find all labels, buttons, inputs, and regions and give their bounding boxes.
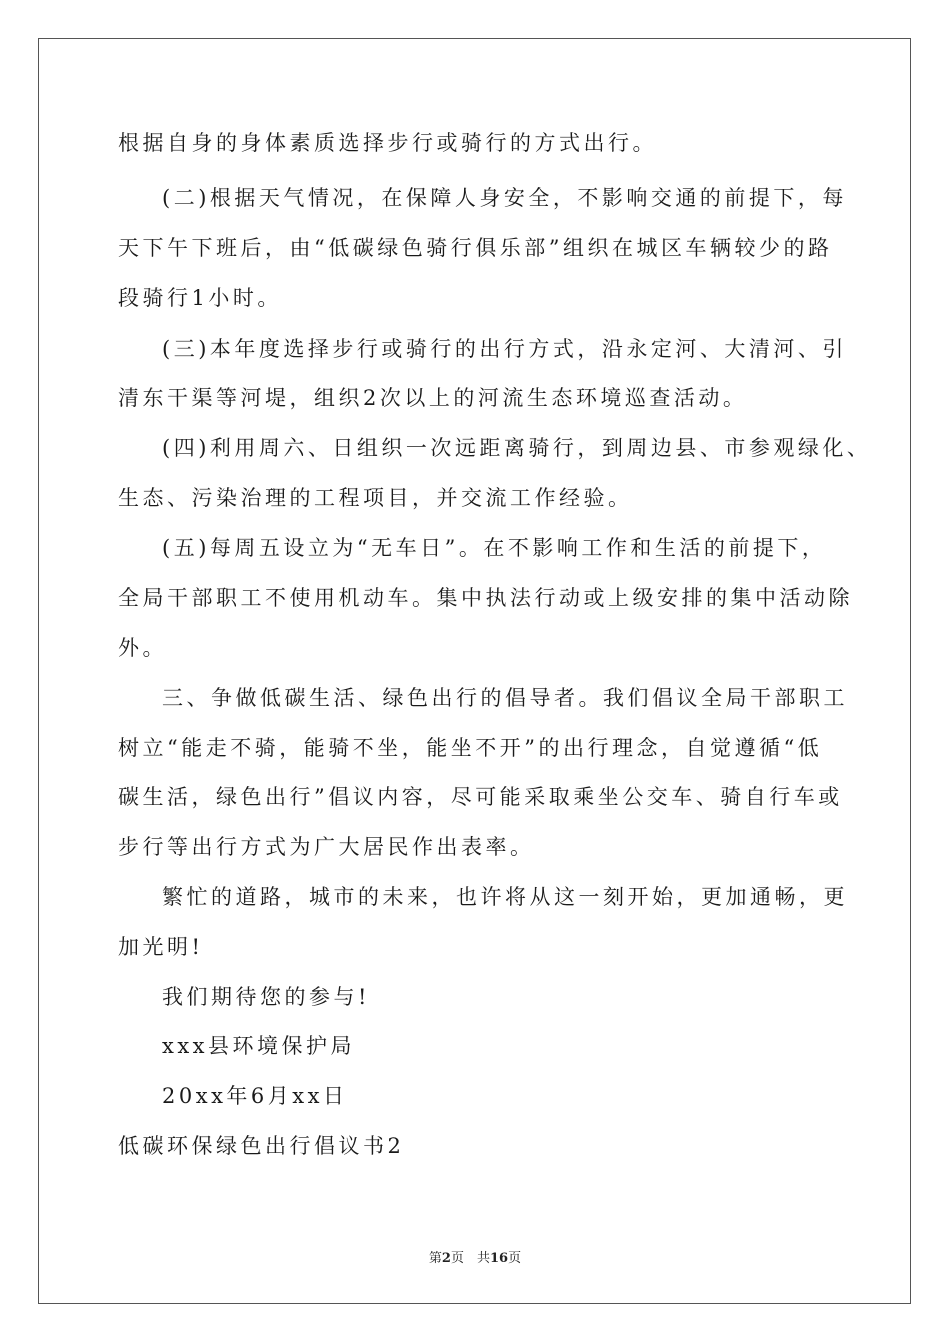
closing-line: 我们期待您的参与!	[162, 985, 370, 1009]
paragraph-line: 根据自身的身体素质选择步行或骑行的方式出行。	[118, 131, 657, 155]
signature-date: 20xx年6月xx日	[162, 1084, 348, 1108]
paragraph-line: 清东干渠等河堤，组织2次以上的河流生态环境巡查活动。	[118, 386, 748, 410]
page-label-mid: 页 共	[450, 1251, 490, 1266]
paragraph-line: 三、争做低碳生活、绿色出行的倡导者。我们倡议全局干部职工	[162, 686, 848, 710]
paragraph-line: 天下午下班后，由“低碳绿色骑行俱乐部”组织在城区车辆较少的路	[118, 236, 833, 260]
paragraph-line: (二)根据天气情况，在保障人身安全，不影响交通的前提下，每	[162, 186, 847, 210]
section-title: 低碳环保绿色出行倡议书2	[118, 1134, 405, 1158]
paragraph-line: (三)本年度选择步行或骑行的出行方式，沿永定河、大清河、引	[162, 337, 847, 361]
signature-organization: xxx县环境保护局	[162, 1034, 356, 1058]
page-current: 2	[441, 1251, 451, 1266]
paragraph-line: 步行等出行方式为广大居民作出表率。	[118, 835, 535, 859]
page-border	[38, 38, 911, 1304]
paragraph-line: 外。	[118, 636, 167, 660]
paragraph-line: 碳生活，绿色出行”倡议内容，尽可能采取乘坐公交车、骑自行车或	[118, 785, 843, 809]
page-label-suffix: 页	[508, 1251, 522, 1266]
paragraph-line: 繁忙的道路，城市的未来，也许将从这一刻开始，更加通畅，更	[162, 885, 848, 909]
paragraph-line: 段骑行1小时。	[118, 286, 282, 310]
paragraph-line: (四)利用周六、日组织一次远距离骑行，到周边县、市参观绿化、	[162, 436, 872, 460]
paragraph-line: 树立“能走不骑，能骑不坐，能坐不开”的出行理念，自觉遵循“低	[118, 736, 823, 760]
paragraph-line: 生态、污染治理的工程项目，并交流工作经验。	[118, 486, 633, 510]
page-footer	[0, 1247, 950, 1266]
paragraph-line: (五)每周五设立为“无车日”。在不影响工作和生活的前提下，	[162, 536, 827, 560]
page-total: 16	[489, 1251, 509, 1266]
page-label-prefix: 第	[428, 1251, 442, 1266]
paragraph-line: 全局干部职工不使用机动车。集中执法行动或上级安排的集中活动除	[118, 586, 853, 610]
paragraph-line: 加光明!	[118, 935, 204, 959]
